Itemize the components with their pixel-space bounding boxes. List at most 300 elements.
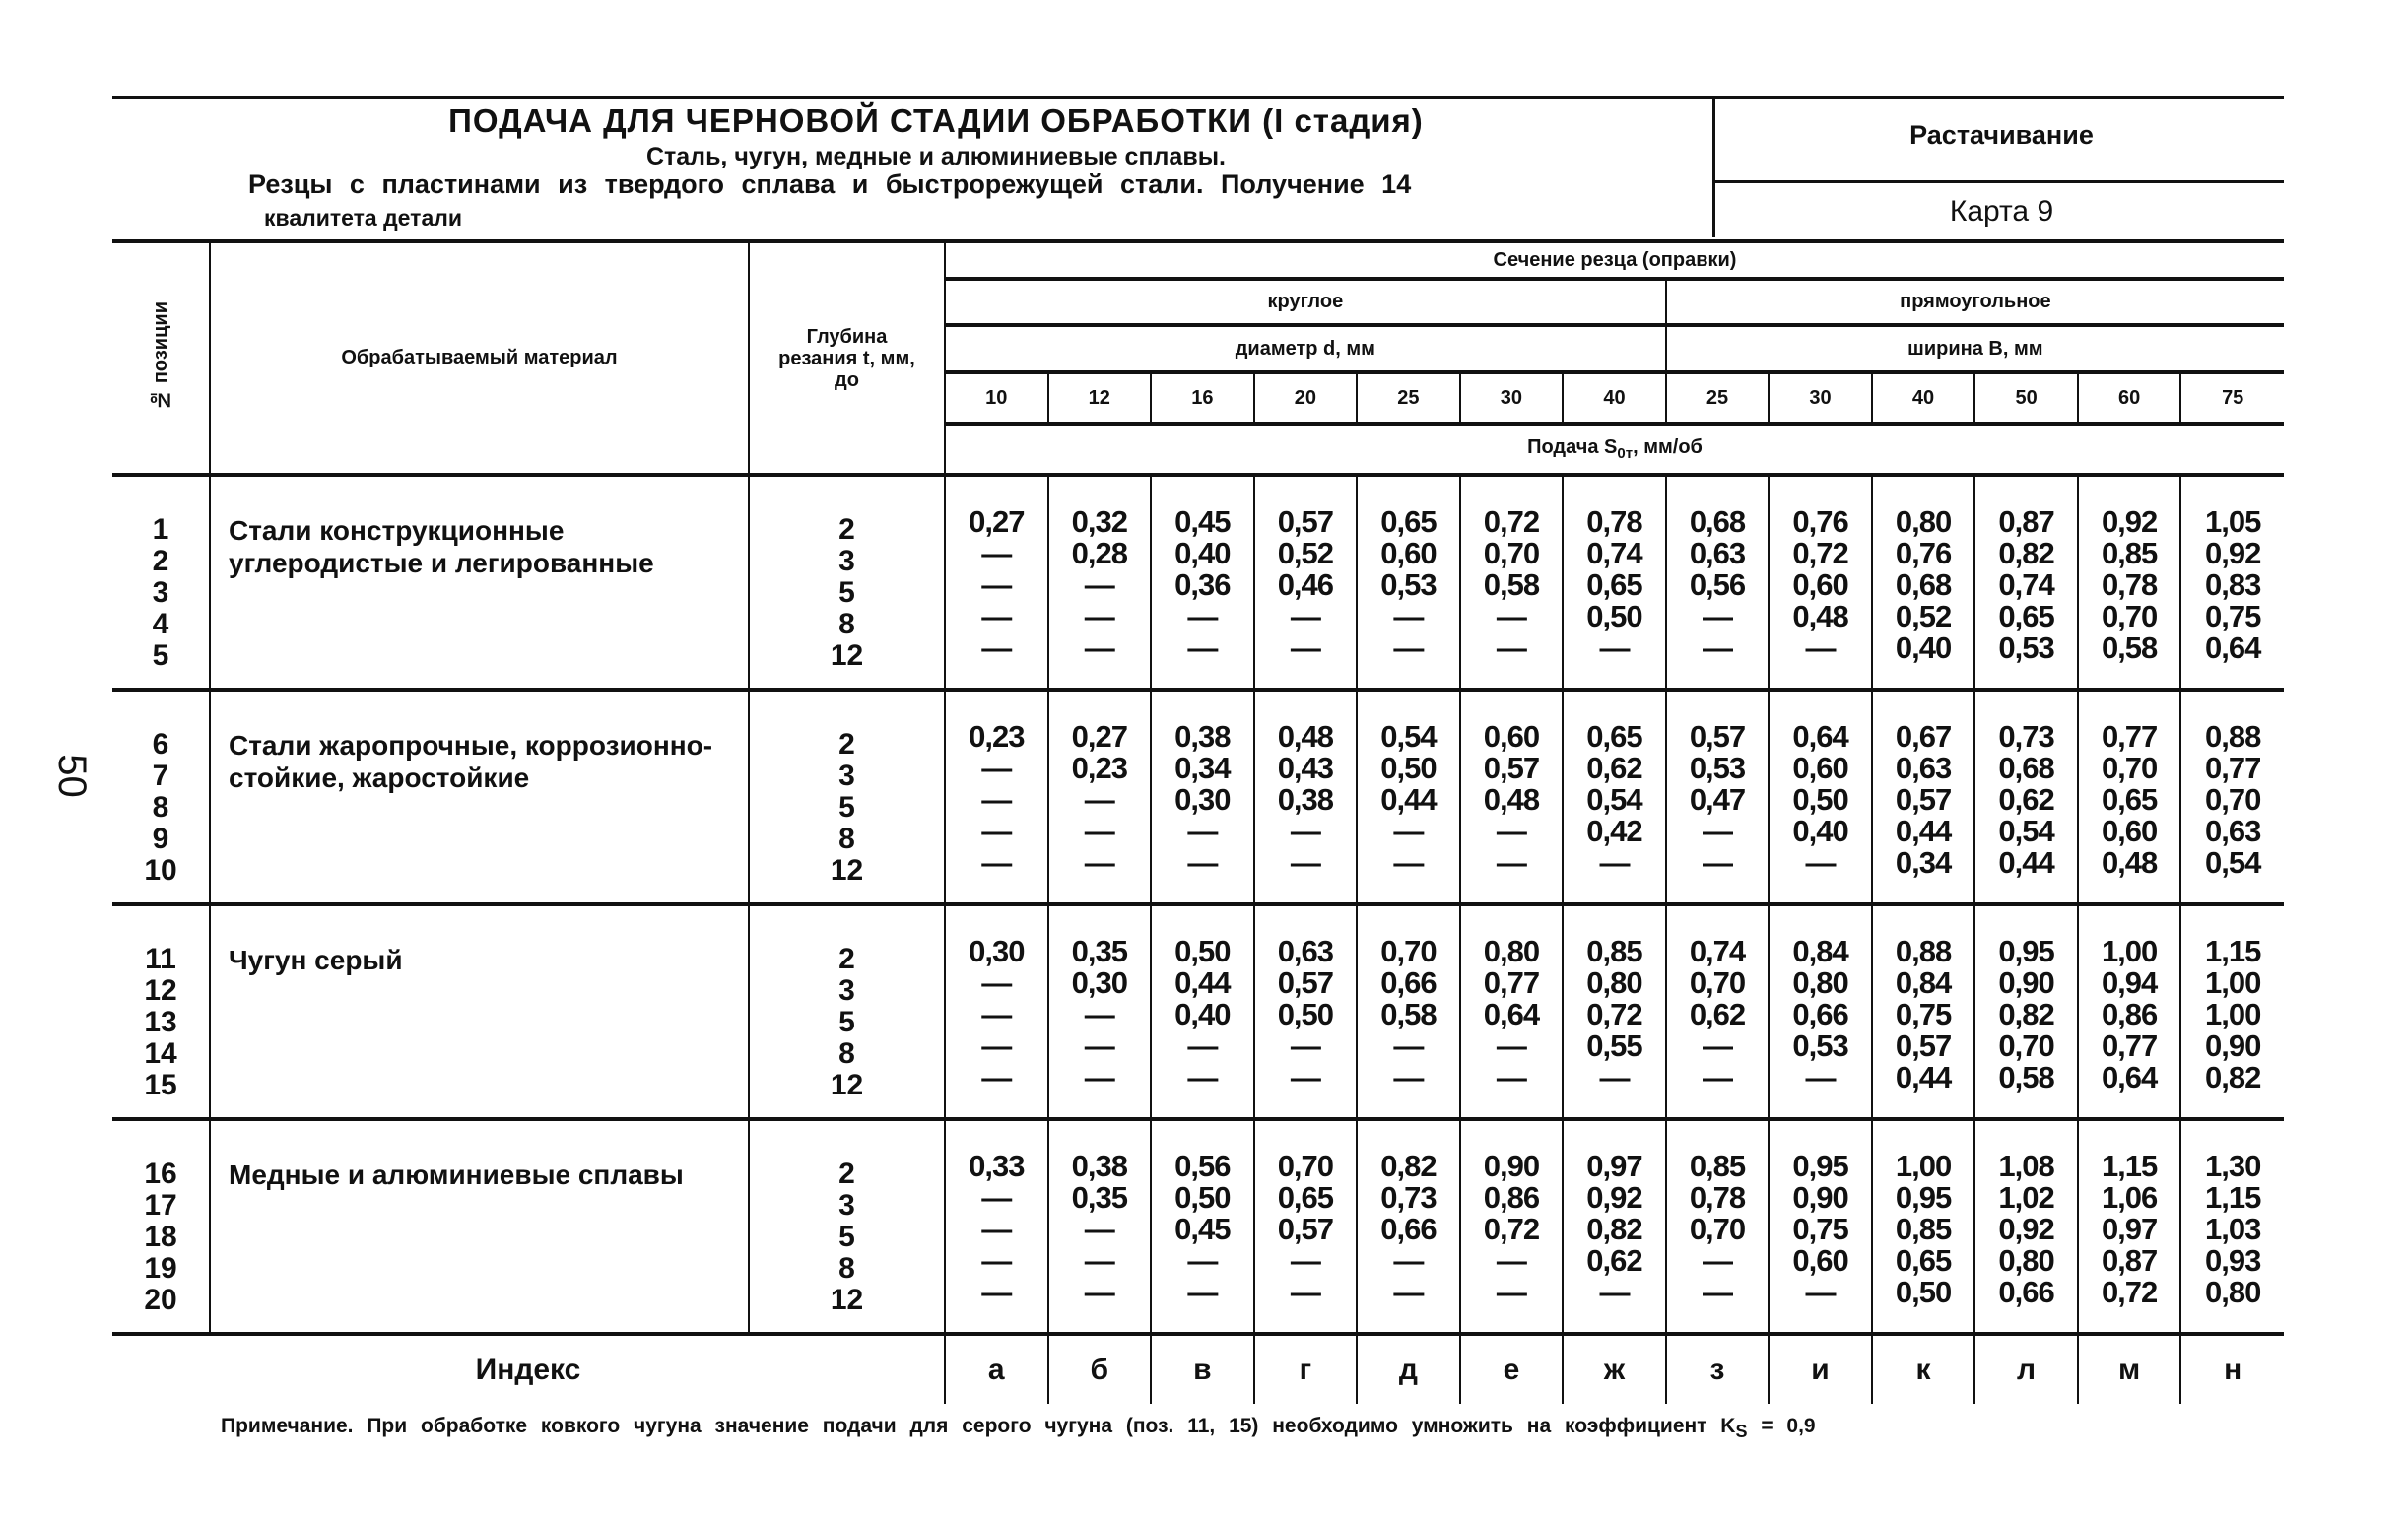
- feed-value: 0,36: [1174, 567, 1231, 602]
- page-title: ПОДАЧА ДЛЯ ЧЕРНОВОЙ СТАДИИ ОБРАБОТКИ (I стадия): [448, 102, 1424, 139]
- feed-value: 0,64: [2101, 1060, 2158, 1094]
- feed-value: —: [1496, 1060, 1526, 1094]
- feed-value: 0,62: [1586, 751, 1642, 785]
- feed-value: 0,44: [1895, 1060, 1952, 1094]
- feed-value: —: [1393, 1028, 1424, 1063]
- header-divider: [1712, 96, 1715, 237]
- feed-value: 0,90: [1998, 965, 2054, 1000]
- feed-label: Подача S: [1527, 436, 1618, 458]
- position-header: [112, 241, 210, 475]
- feed-value: 0,74: [1586, 536, 1642, 570]
- feed-value: 0,28: [1071, 536, 1127, 570]
- position-cell: [112, 690, 210, 904]
- depth-value: 2: [838, 943, 855, 975]
- feed-value-cell: [1357, 475, 1460, 690]
- feed-value: 0,53: [1689, 751, 1746, 785]
- position-number: 12: [144, 974, 177, 1007]
- feed-value: 0,40: [1174, 536, 1231, 570]
- feed-value: 0,84: [1895, 965, 1952, 1000]
- feed-value: 0,70: [1689, 1212, 1746, 1246]
- feed-value: —: [1290, 630, 1320, 665]
- feed-value: —: [1084, 1243, 1114, 1278]
- feed-value: —: [1496, 630, 1526, 665]
- feed-value: —: [1084, 845, 1114, 880]
- feed-value: 0,50: [1586, 599, 1642, 633]
- feed-value: —: [1393, 630, 1424, 665]
- title-line-4: квалитета детали: [264, 205, 462, 231]
- feed-unit: , мм/об: [1633, 436, 1703, 458]
- feed-value-cell: [1974, 904, 2078, 1119]
- feed-value: 0,57: [1277, 965, 1334, 1000]
- feed-value: 0,90: [1483, 1149, 1540, 1183]
- feed-value-cell: [2180, 1119, 2284, 1334]
- feed-value: 1,02: [1998, 1180, 2054, 1215]
- feed-value: 0,64: [2205, 630, 2261, 665]
- feed-value: 0,65: [1277, 1180, 1334, 1215]
- feed-value: 0,44: [1895, 814, 1952, 848]
- feed-value: 0,35: [1071, 934, 1127, 968]
- feed-value-cell: [1974, 475, 2078, 690]
- index-letter: и: [1769, 1334, 1872, 1404]
- feed-value: —: [1702, 1243, 1732, 1278]
- feed-value-cell: [2078, 1119, 2181, 1334]
- feed-value: 0,75: [1792, 1212, 1848, 1246]
- size-rect-30: 30: [1769, 372, 1872, 424]
- table-body: [112, 475, 2284, 1334]
- feed-value-cell: [1460, 475, 1564, 690]
- feed-value: —: [1805, 630, 1836, 665]
- size-rect-75: 75: [2180, 372, 2284, 424]
- feed-value: —: [981, 1212, 1012, 1246]
- page-number: 50: [49, 754, 94, 798]
- feed-value: —: [1599, 1275, 1630, 1309]
- feed-value: 0,88: [1895, 934, 1952, 968]
- index-letter: ж: [1563, 1334, 1666, 1404]
- feed-value: —: [1393, 1243, 1424, 1278]
- feed-value: —: [1187, 1243, 1218, 1278]
- position-number: 18: [144, 1221, 177, 1253]
- feed-value-cell: [1563, 475, 1666, 690]
- feed-value: 0,50: [1277, 997, 1334, 1031]
- feed-value: —: [1187, 1275, 1218, 1309]
- index-letter: в: [1151, 1334, 1254, 1404]
- feed-value: 0,70: [1277, 1149, 1334, 1183]
- feed-value: 0,80: [2205, 1275, 2261, 1309]
- feed-value: 0,32: [1071, 504, 1127, 539]
- material-cell: Стали конструкционные углеродистые и легированные: [210, 475, 749, 690]
- feed-value-cell: [2078, 904, 2181, 1119]
- feed-value: 0,82: [1998, 536, 2054, 570]
- feed-value: —: [1496, 1243, 1526, 1278]
- feed-value: 0,48: [1483, 782, 1540, 817]
- material-header: Обрабатываемый материал: [210, 241, 749, 475]
- page-subtitle: Сталь, чугун, медные и алюминиевые сплавы.: [645, 143, 1226, 170]
- footnote-subscript: S: [1735, 1422, 1748, 1442]
- feed-value: 0,50: [1174, 1180, 1231, 1215]
- index-letter: д: [1357, 1334, 1460, 1404]
- feed-value: 0,78: [2101, 567, 2158, 602]
- feed-value: 0,85: [1689, 1149, 1746, 1183]
- position-number: 15: [144, 1069, 177, 1101]
- feed-value: 0,23: [969, 719, 1025, 754]
- feed-value-cell: [1254, 475, 1358, 690]
- feed-value: —: [1290, 1243, 1320, 1278]
- feed-value: 0,52: [1277, 536, 1334, 570]
- size-round-10: 10: [945, 372, 1048, 424]
- feed-value: 0,64: [1792, 719, 1848, 754]
- table-row-group: [112, 1119, 2284, 1334]
- card-rule: [1714, 180, 2284, 183]
- feed-value: —: [1187, 1060, 1218, 1094]
- feed-value: 0,58: [1483, 567, 1540, 602]
- feed-value-cell: [1666, 690, 1770, 904]
- feed-value: 0,74: [1998, 567, 2054, 602]
- feed-value: 0,90: [2205, 1028, 2261, 1063]
- position-header-text: № позиции: [149, 300, 171, 411]
- position-number: 5: [152, 639, 169, 672]
- position-number: 2: [152, 545, 169, 577]
- position-number: 17: [144, 1189, 177, 1222]
- feed-value: 0,82: [2205, 1060, 2261, 1094]
- feed-value: 0,54: [2205, 845, 2261, 880]
- header-row-section: [112, 241, 2284, 279]
- feed-value-cell: [1254, 690, 1358, 904]
- feed-value: —: [1084, 814, 1114, 848]
- feed-value: 0,40: [1174, 997, 1231, 1031]
- feed-value: 0,68: [1895, 567, 1952, 602]
- feed-value: 0,70: [1380, 934, 1437, 968]
- feed-value: —: [981, 1028, 1012, 1063]
- feed-value: 0,86: [1483, 1180, 1540, 1215]
- feed-value: 0,70: [2101, 599, 2158, 633]
- size-rect-60: 60: [2078, 372, 2181, 424]
- feed-value: 0,57: [1483, 751, 1540, 785]
- feed-value-cell: [1357, 904, 1460, 1119]
- feed-value: —: [1290, 814, 1320, 848]
- position-cell: [112, 904, 210, 1119]
- feed-value: —: [1084, 1060, 1114, 1094]
- feed-value: 0,43: [1277, 751, 1334, 785]
- feed-value: 0,70: [1483, 536, 1540, 570]
- feed-value: 0,67: [1895, 719, 1952, 754]
- position-number: 20: [144, 1284, 177, 1316]
- feed-value: 0,42: [1586, 814, 1642, 848]
- feed-value: 0,52: [1895, 599, 1952, 633]
- feed-value: —: [1496, 1028, 1526, 1063]
- feed-value-cell: [1563, 690, 1666, 904]
- feed-value: 0,68: [1689, 504, 1746, 539]
- feed-value: —: [1805, 845, 1836, 880]
- feed-value: 1,00: [2205, 997, 2261, 1031]
- feed-value: 0,80: [1895, 504, 1952, 539]
- feed-value: —: [1187, 599, 1218, 633]
- feed-value: 0,53: [1792, 1028, 1848, 1063]
- round-header: круглое: [945, 279, 1666, 325]
- feed-value: 0,80: [1586, 965, 1642, 1000]
- feed-value: 0,38: [1071, 1149, 1127, 1183]
- feed-value: 0,78: [1586, 504, 1642, 539]
- feed-value: 1,15: [2205, 934, 2261, 968]
- index-letter: к: [1872, 1334, 1975, 1404]
- index-letter: м: [2078, 1334, 2181, 1404]
- depth-value: 5: [838, 791, 855, 824]
- footnote: [221, 1415, 1816, 1442]
- feed-value: —: [1702, 845, 1732, 880]
- feed-value-cell: [1151, 1119, 1254, 1334]
- feed-value: —: [981, 536, 1012, 570]
- feed-value: —: [1393, 814, 1424, 848]
- feed-value: 0,33: [969, 1149, 1025, 1183]
- feed-value-cell: [1872, 690, 1975, 904]
- position-cell: [112, 1119, 210, 1334]
- feed-value: 0,94: [2101, 965, 2158, 1000]
- feed-value: 0,87: [2101, 1243, 2158, 1278]
- feed-value: 0,50: [1895, 1275, 1952, 1309]
- diameter-header: диаметр d, мм: [945, 325, 1666, 372]
- feed-value: 0,48: [1277, 719, 1334, 754]
- depth-value: 12: [830, 639, 864, 672]
- feed-value: 0,54: [1380, 719, 1437, 754]
- feed-value: 0,80: [1483, 934, 1540, 968]
- feed-value: —: [981, 1060, 1012, 1094]
- feed-value: 0,45: [1174, 1212, 1231, 1246]
- feed-value: 0,66: [1792, 997, 1848, 1031]
- feed-value: 0,40: [1895, 630, 1952, 665]
- feed-value: —: [981, 599, 1012, 633]
- feed-value: 0,77: [2101, 719, 2158, 754]
- feed-value: 0,60: [1483, 719, 1540, 754]
- feed-value: 0,70: [2205, 782, 2261, 817]
- size-round-20: 20: [1254, 372, 1358, 424]
- depth-value: 8: [838, 823, 855, 855]
- feed-value: 0,65: [1895, 1243, 1952, 1278]
- feed-value-cell: [1666, 904, 1770, 1119]
- feed-value: 0,62: [1689, 997, 1746, 1031]
- feed-value: 0,73: [1998, 719, 2054, 754]
- feed-value: 0,44: [1998, 845, 2054, 880]
- feed-value: 0,34: [1174, 751, 1231, 785]
- feed-value: 0,53: [1380, 567, 1437, 602]
- feed-value: —: [1496, 814, 1526, 848]
- feed-value: 0,86: [2101, 997, 2158, 1031]
- feed-value-cell: [945, 904, 1048, 1119]
- feed-value: 0,50: [1792, 782, 1848, 817]
- feed-value: 0,40: [1792, 814, 1848, 848]
- position-number: 4: [152, 608, 169, 640]
- rect-header: прямоугольное: [1666, 279, 2284, 325]
- feed-value: 0,53: [1998, 630, 2054, 665]
- depth-value: 8: [838, 608, 855, 640]
- index-row: [112, 1334, 2284, 1404]
- position-number: 9: [152, 823, 169, 855]
- feed-value: —: [1084, 997, 1114, 1031]
- feed-value: 0,62: [1586, 1243, 1642, 1278]
- feed-value: 0,78: [1689, 1180, 1746, 1215]
- feed-value: 0,54: [1586, 782, 1642, 817]
- feed-value-cell: [945, 690, 1048, 904]
- feed-value: 0,72: [1586, 997, 1642, 1031]
- feed-value-cell: [2180, 475, 2284, 690]
- feed-value-cell: [1872, 904, 1975, 1119]
- feed-value: 0,60: [1380, 536, 1437, 570]
- feed-value: —: [1084, 599, 1114, 633]
- table-row-group: [112, 690, 2284, 904]
- feed-value: 1,00: [2101, 934, 2158, 968]
- feed-value: —: [1702, 1275, 1732, 1309]
- feed-value: 0,44: [1174, 965, 1231, 1000]
- depth-value: 5: [838, 576, 855, 609]
- material-cell: Стали жаропрочные, коррозионно-стойкие, жаростойкие: [210, 690, 749, 904]
- feed-value: 0,97: [1586, 1149, 1642, 1183]
- feed-value: —: [1805, 1275, 1836, 1309]
- index-letter: а: [945, 1334, 1048, 1404]
- feed-value: —: [1187, 1028, 1218, 1063]
- feed-value: 0,65: [1998, 599, 2054, 633]
- depth-value: 3: [838, 760, 855, 792]
- feed-value: 0,80: [1792, 965, 1848, 1000]
- feed-value: 0,56: [1689, 567, 1746, 602]
- feed-value: 0,46: [1277, 567, 1334, 602]
- feed-value: 0,56: [1174, 1149, 1231, 1183]
- feed-value-cell: [1048, 475, 1152, 690]
- feed-value-cell: [1460, 690, 1564, 904]
- feed-value-cell: [1357, 1119, 1460, 1334]
- feed-value: —: [981, 782, 1012, 817]
- size-rect-40: 40: [1872, 372, 1975, 424]
- position-number: 10: [144, 854, 177, 887]
- feed-value: —: [981, 567, 1012, 602]
- feed-value: —: [1084, 630, 1114, 665]
- feed-value: 0,30: [969, 934, 1025, 968]
- feed-value: 0,63: [1689, 536, 1746, 570]
- feed-value-cell: [1974, 1119, 2078, 1334]
- feed-value: 0,88: [2205, 719, 2261, 754]
- feed-value: 0,68: [1998, 751, 2054, 785]
- feed-value: 0,93: [2205, 1243, 2261, 1278]
- feed-value: 0,23: [1071, 751, 1127, 785]
- index-letter: г: [1254, 1334, 1358, 1404]
- feed-value: —: [1084, 1212, 1114, 1246]
- depth-value: 3: [838, 974, 855, 1007]
- feed-value: —: [981, 814, 1012, 848]
- depth-value: 5: [838, 1221, 855, 1253]
- feed-value: 1,30: [2205, 1149, 2261, 1183]
- feed-value: —: [1290, 1028, 1320, 1063]
- depth-value: 12: [830, 1284, 864, 1316]
- feed-value: 0,30: [1174, 782, 1231, 817]
- feed-value: —: [1393, 845, 1424, 880]
- feed-value: —: [1599, 630, 1630, 665]
- feed-value: 0,34: [1895, 845, 1952, 880]
- depth-value: 2: [838, 513, 855, 546]
- feed-value: 0,76: [1792, 504, 1848, 539]
- feed-value: —: [1496, 845, 1526, 880]
- feed-value-cell: [1563, 904, 1666, 1119]
- feed-value: —: [1084, 1275, 1114, 1309]
- feed-value: 0,77: [2101, 1028, 2158, 1063]
- depth-value: 2: [838, 1158, 855, 1190]
- feed-value: —: [1084, 1028, 1114, 1063]
- feed-value: —: [1187, 630, 1218, 665]
- feed-value: —: [1393, 599, 1424, 633]
- feed-value: —: [1805, 1060, 1836, 1094]
- feed-value: 1,15: [2101, 1149, 2158, 1183]
- position-number: 14: [144, 1037, 177, 1070]
- feed-value: 0,60: [1792, 751, 1848, 785]
- feed-value: 0,63: [2205, 814, 2261, 848]
- feed-value: 0,27: [1071, 719, 1127, 754]
- feed-value: 0,82: [1998, 997, 2054, 1031]
- feed-value: 0,63: [1895, 751, 1952, 785]
- feed-value: 0,75: [2205, 599, 2261, 633]
- feed-value: 0,58: [1380, 997, 1437, 1031]
- feed-value-cell: [1769, 904, 1872, 1119]
- size-rect-50: 50: [1974, 372, 2078, 424]
- depth-value: 3: [838, 1189, 855, 1222]
- feed-value: 0,57: [1277, 504, 1334, 539]
- footnote-value: = 0,9: [1747, 1415, 1816, 1437]
- feed-value: 0,58: [2101, 630, 2158, 665]
- feed-value-cell: [1151, 904, 1254, 1119]
- feed-value: 0,62: [1998, 782, 2054, 817]
- feed-value: 0,72: [1483, 504, 1540, 539]
- feed-value-cell: [1151, 690, 1254, 904]
- feed-value: 0,58: [1998, 1060, 2054, 1094]
- index-letter: б: [1048, 1334, 1152, 1404]
- feed-value-cell: [1872, 475, 1975, 690]
- feed-value: 0,72: [2101, 1275, 2158, 1309]
- feed-value-cell: [1563, 1119, 1666, 1334]
- feed-value: 0,64: [1483, 997, 1540, 1031]
- position-number: 8: [152, 791, 169, 824]
- feed-value: —: [1187, 845, 1218, 880]
- position-cell: [112, 475, 210, 690]
- feed-value: 0,77: [2205, 751, 2261, 785]
- size-round-12: 12: [1048, 372, 1152, 424]
- feed-value-cell: [2180, 904, 2284, 1119]
- feed-value-cell: [1460, 1119, 1564, 1334]
- feed-value: —: [1290, 1275, 1320, 1309]
- feed-value: —: [1187, 814, 1218, 848]
- size-round-25: 25: [1357, 372, 1460, 424]
- depth-cell: [749, 1119, 945, 1334]
- feed-value: —: [1393, 1060, 1424, 1094]
- feed-value: —: [981, 630, 1012, 665]
- feed-value-cell: [945, 1119, 1048, 1334]
- feed-value: —: [1496, 1275, 1526, 1309]
- feed-value: —: [981, 1180, 1012, 1215]
- feed-value: 0,84: [1792, 934, 1848, 968]
- feed-value: 1,15: [2205, 1180, 2261, 1215]
- feed-value: —: [1290, 1060, 1320, 1094]
- feed-value: 0,38: [1174, 719, 1231, 754]
- index-letter: е: [1460, 1334, 1564, 1404]
- depth-cell: [749, 904, 945, 1119]
- feed-value: 0,55: [1586, 1028, 1642, 1063]
- feed-value-cell: [1460, 904, 1564, 1119]
- feed-value: 0,95: [1998, 934, 2054, 968]
- feed-value: 0,66: [1380, 965, 1437, 1000]
- position-number: 7: [152, 760, 169, 792]
- depth-value: 2: [838, 728, 855, 761]
- feed-value-cell: [1048, 1119, 1152, 1334]
- feed-value: 0,60: [2101, 814, 2158, 848]
- feed-value: 0,60: [1792, 1243, 1848, 1278]
- feed-value-cell: [1769, 690, 1872, 904]
- depth-value: 3: [838, 545, 855, 577]
- position-number: 19: [144, 1252, 177, 1285]
- feed-value: 0,57: [1895, 1028, 1952, 1063]
